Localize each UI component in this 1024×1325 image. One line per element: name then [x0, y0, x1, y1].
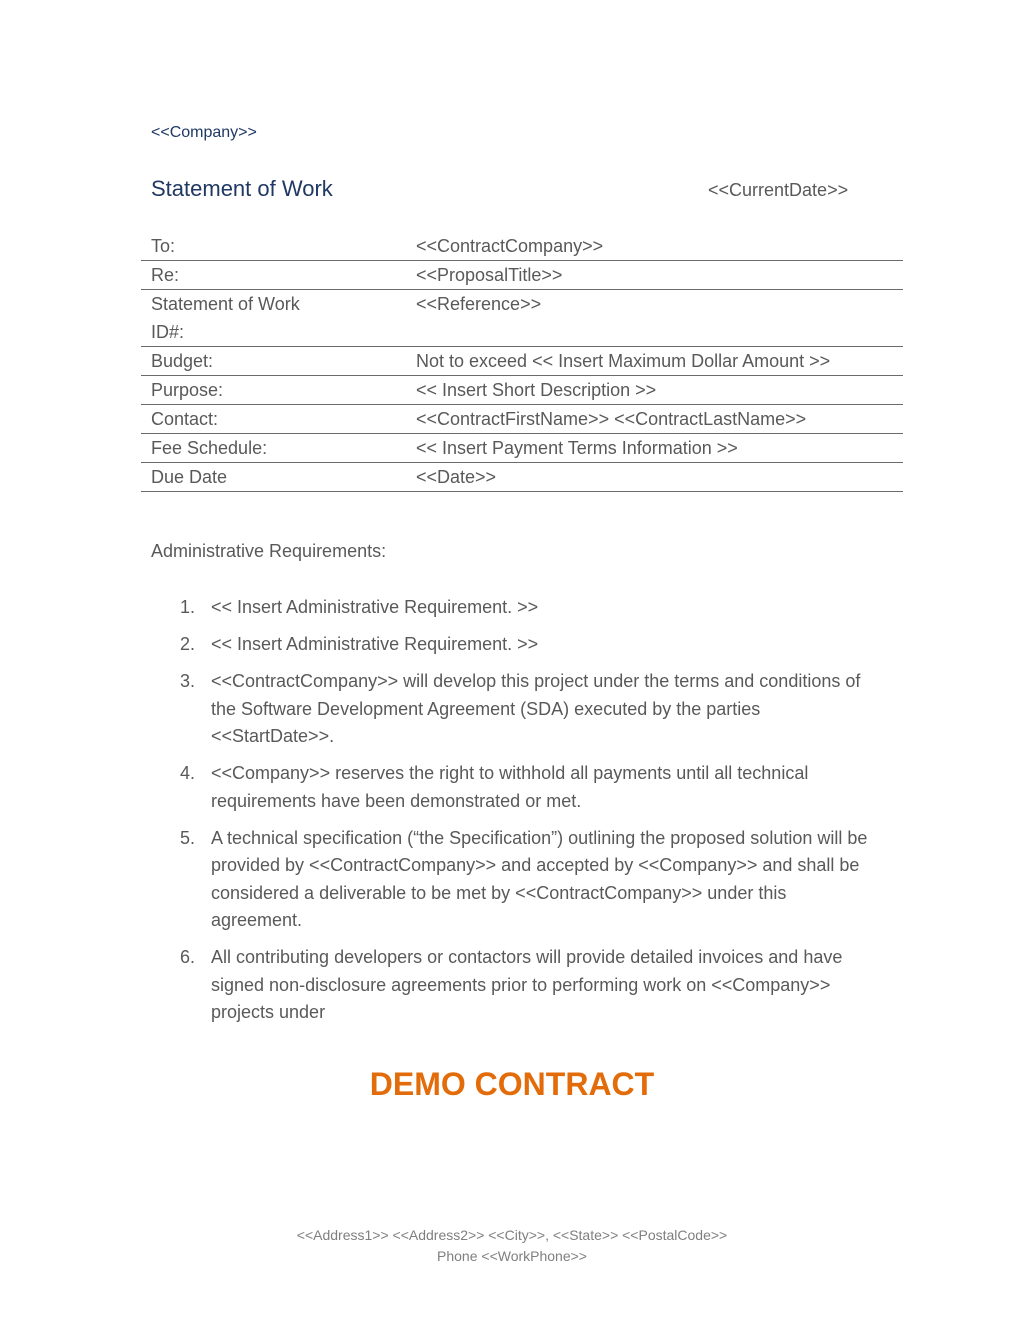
list-item — [151, 631, 881, 659]
footer — [0, 1225, 1024, 1267]
table-row — [141, 376, 903, 405]
row-value: <<Date>> — [406, 463, 903, 492]
list-item — [151, 825, 881, 935]
table-row — [141, 232, 903, 261]
item-number: 3. — [180, 671, 196, 691]
row-label: Purpose: — [141, 376, 406, 405]
row-label: Contact: — [141, 405, 406, 434]
list-item — [151, 668, 881, 751]
row-value: <<Reference>> — [406, 290, 903, 347]
list-item — [151, 760, 881, 815]
row-label: Re: — [141, 261, 406, 290]
current-date: <<CurrentDate>> — [708, 180, 849, 200]
company-name: <<Company>> — [151, 124, 257, 141]
footer-address: <<Address1>> <<Address2>> <<City>>, <<State>> <<PostalCode>> — [296, 1227, 728, 1243]
table-row — [141, 347, 903, 376]
table-row — [141, 290, 903, 347]
footer-phone: Phone <<WorkPhone>> — [437, 1248, 587, 1264]
row-value: <<ProposalTitle>> — [406, 261, 903, 290]
item-text: <<ContractCompany>> will develop this project under the terms and conditions of the Software Development Agreement (SDA) executed by the parties <<StartDate>>. — [211, 671, 861, 746]
item-text: << Insert Administrative Requirement. >> — [211, 597, 539, 617]
row-value: << Insert Payment Terms Information >> — [406, 434, 903, 463]
demo-watermark: DEMO CONTRACT — [369, 1066, 655, 1102]
item-text: All contributing developers or contactors will provide detailed invoices and have signed non-disclosure agreements prior to performing work on <<Company>> projects under — [211, 947, 843, 1022]
item-number: 2. — [180, 634, 196, 654]
row-label: Due Date — [141, 463, 406, 492]
table-row — [141, 405, 903, 434]
item-text: <<Company>> reserves the right to withhold all payments until all technical requirements have been demonstrated or met. — [211, 763, 809, 811]
row-label: Budget: — [141, 347, 406, 376]
item-number: 1. — [180, 597, 196, 617]
item-text: A technical specification (“the Specification”) outlining the proposed solution will be provided by <<ContractCompany>> and accepted by <<Company>> and shall be considered a deliverable to be met by <<ContractCompany>> under this agreement. — [211, 827, 868, 930]
row-label: Fee Schedule: — [141, 434, 406, 463]
table-row — [141, 463, 903, 492]
row-label: Statement of Work ID#: — [141, 290, 406, 347]
admin-requirements-heading: Administrative Requirements: — [151, 541, 387, 561]
row-value: << Insert Short Description >> — [406, 376, 903, 405]
row-value: <<ContractCompany>> — [406, 232, 903, 261]
row-value: <<ContractFirstName>> <<ContractLastName>> — [406, 405, 903, 434]
document-title: Statement of Work — [151, 176, 333, 201]
list-item — [151, 594, 881, 622]
info-table — [141, 232, 903, 492]
row-value: Not to exceed << Insert Maximum Dollar Amount >> — [406, 347, 903, 376]
table-row — [141, 261, 903, 290]
admin-requirements-list — [151, 594, 881, 1036]
list-item — [151, 944, 881, 1027]
item-number: 4. — [180, 763, 196, 783]
item-text: << Insert Administrative Requirement. >> — [211, 634, 539, 654]
table-row — [141, 434, 903, 463]
row-label: To: — [141, 232, 406, 261]
item-number: 5. — [180, 827, 196, 848]
item-number: 6. — [180, 947, 196, 967]
